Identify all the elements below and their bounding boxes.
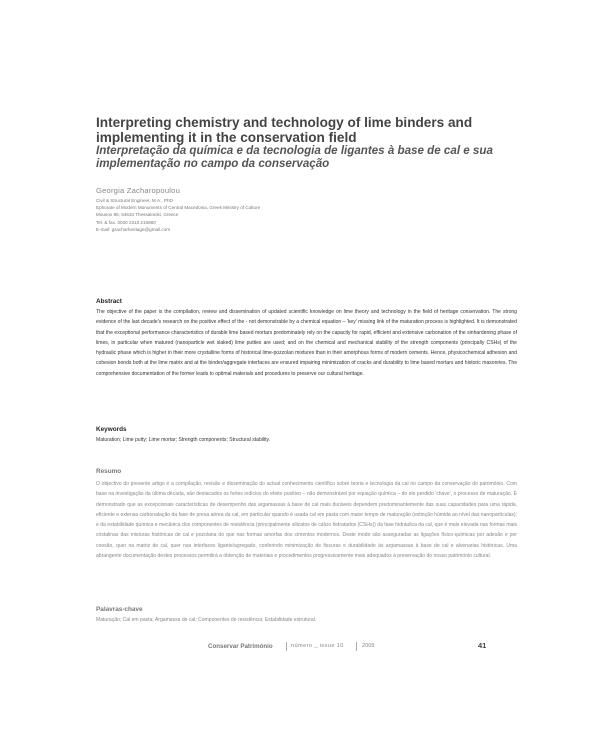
abstract-heading: Abstract [96,298,122,305]
paper-subtitle: Interpretação da química e da tecnologia de ligantes à base de cal e sua implementação no campo da conservação [96,144,493,170]
affiliation-line: Tel. & fax. 0030 2310 215880 [96,219,156,225]
footer-divider [356,642,357,651]
keywords-text: Maturation; Lime putty; Lime mortar; Strength components; Structural stability. [96,437,271,443]
footer-year: 2009 [362,643,375,649]
paper-title: Interpreting chemistry and technology of lime binders and implementing it in the conservation field [96,115,473,145]
palavras-chave-text: Maturação; Cal em pasta; Argamassa de cal; Componentes de resistência; Estabilidade estrutural. [96,617,317,623]
footer-issue: número _ issue 10 [291,643,344,649]
affiliation-email: E-mail: gzacharheritage@gmail.com [96,226,171,232]
author-affiliation [96,197,416,233]
footer-journal-title: Conservar Património [208,643,273,650]
resumo-text: O objectivo do presente artigo é a compilação, revisão e disseminação do actual conhecimento científico sobre teoria e tecnologia da cal no campo da conservação do património. Com base na investigação da última década, são destacados os fortes indícios do efeito positivo – não demonstrável por equação química – do elo perdido 'chave', o processo de maturação. É demonstrado que as excepcionais características de desempenho das argamassas à base de cal mais duráveis dependem predominantemente das suas capacidades para uma rápida, eficiente e extensa carbonatação da fase de presa aérea da cal, em particular quando é usada cal em pasta com maior tempo de maturação (extinção húmida ao nível das nanopartículas); e da estabilidade química e mecânica dos componentes de resistência (principalmente silicatos de cálcio hidratados (CSHs)) da fase hidráulica da cal, que é mais elevada nas formas mais cristalinas das misturas históricas de cal e pozolana do que nas formas amorfas dos cimentos modernos. Deste modo são asseguradas as ligações físico-químicas por adesão e por coesão, quer na matriz de cal, quer nas interfaces ligante/agregado, conferindo minimização de fissuras e durabilidade às argamassas à base de cal e alvenarias históricas. Uma abrangente documentação destes processos permitirá a obtenção de materiais e procedimentos progressivamente mais adequados à preservação do nosso património cultural. [96,481,517,560]
footer-divider [286,642,287,651]
author-name: Georgia Zacharopoulou [96,186,180,195]
affiliation-line: Ephorate of Modern Monuments of Central Macedonia, Greek Ministry of Culture [96,205,261,211]
palavras-chave-heading: Palavras-chave [96,606,143,613]
resumo-heading: Resumo [96,468,122,475]
affiliation-line: Mouson 88, 54634 Thessaloniki, Greece [96,212,179,218]
abstract-text: The objective of the paper is the compilation, review and dissemination of updated scientific knowledge on lime theory and technology in the field of heritage conservation. The strong evidence of the last decade's research on the positive effect of the - not demonstrable by a chemical equation – 'key' missing link of the maturation process is highlighted. It is demonstrated that the exceptional performance characteristics of durable lime based mortars predominately rely on the capacity for rapid, efficient and extensive carbonation of the sinhardening phase of limes, in particular when matured (nanoparticle wet slaked) lime putties are used; and on the chemical and mechanical stability of the strength components (principally CSHs) of the hydraulic phase which is higher in their more crystalline forms of historical lime-pozzolan mixtures than in their amorphous forms of modern cements. Hence, physicochemical adhesion and cohesion bonds both at the lime matrix and at the binder/aggregate interfaces are ensured impairing minimization of cracks and durability to lime based mortars and historic masonries. The comprehensive documentation of the former leads to optimal materials and procedures to preserve our cultural heritage. [96,309,517,377]
affiliation-line: Civil & Structural Engineer, M.A., PhD [96,198,173,203]
keywords-heading: Keywords [96,426,127,433]
page-number: 41 [478,641,487,650]
